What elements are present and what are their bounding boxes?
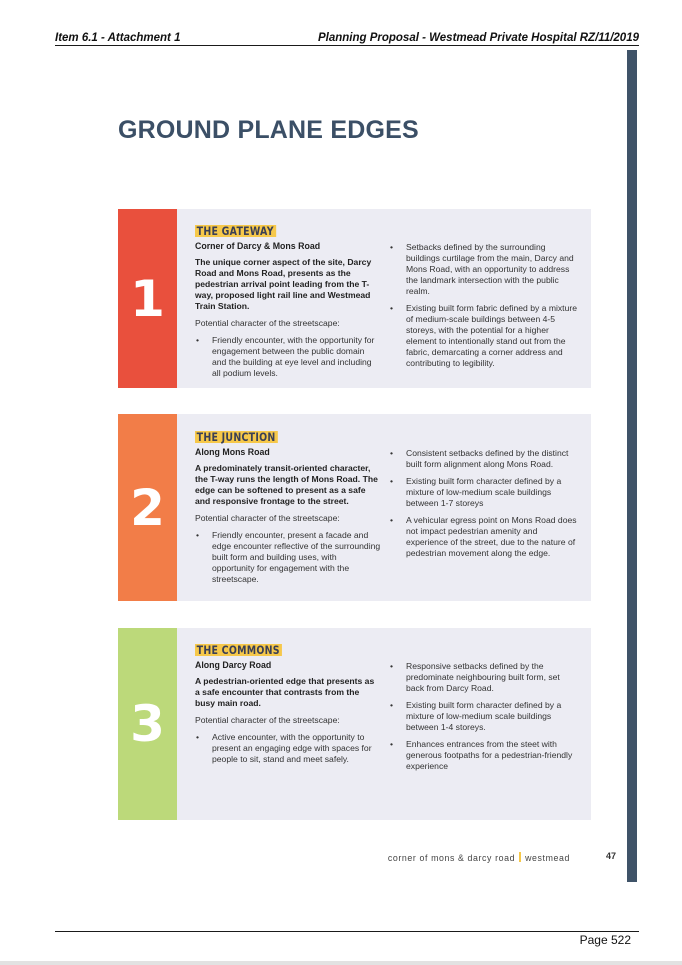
list-item: • Existing built form character defined by a mixture of low-medium scale buildings between 1-4 storeys.: [389, 700, 579, 733]
list-item: • Existing built form fabric defined by a mixture of medium-scale buildings between 4-5 storeys, with the potential for a higher element to intentionally stand out from the fabric, demarcating a corner address and contributing to legibility.: [389, 303, 579, 369]
document-page-number: 47: [606, 851, 617, 861]
card-potential-label: Potential character of the streetscape:: [195, 513, 340, 523]
page-label: Page 522: [579, 933, 631, 947]
card-left-column: [195, 225, 381, 379]
proposal-title: Planning Proposal - Westmead Private Hospital RZ/11/2019: [317, 32, 639, 44]
list-item: • Enhances entrances from the steet with generous footpaths for a pedestrian-friendly experience: [389, 739, 579, 772]
card-lead: A predominately transit-oriented character, the T-way runs the length of Mons Road. The edge can be softened to present as a safe and responsive frontage to the street.: [195, 463, 378, 506]
footer-suburb: westmead: [525, 853, 570, 863]
list-item: • Friendly encounter, present a facade and edge encounter reflective of the surrounding built form and building uses, with opportunity for engagement with the streetscape.: [195, 530, 381, 585]
card-right-column: [389, 661, 579, 772]
card-lead: The unique corner aspect of the site, Darcy Road and Mons Road, presents as the pedestrian arrival point leading from the T-way, proposed light rail line and Westmead Train Station.: [195, 257, 372, 311]
card-potential-label: Potential character of the streetscape:: [195, 318, 340, 328]
card-subtitle: Along Mons Road: [195, 447, 270, 457]
page-edge: [0, 961, 682, 965]
card-right-column: [389, 242, 579, 369]
card-number: 1: [118, 209, 177, 388]
list-item: • Existing built form character defined by a mixture of low-medium scale buildings between 1-7 storeys: [389, 476, 579, 509]
list-item: • Active encounter, with the opportunity to present an engaging edge with spaces for people to sit, stand and meet safely.: [195, 732, 381, 765]
card-tag: THE GATEWAY: [195, 225, 276, 237]
list-item: • Setbacks defined by the surrounding buildings curtilage from the main, Darcy and Mons Road, with an opportunity to address the landmark intersection with the public realm.: [389, 242, 579, 297]
page-title: GROUND PLANE EDGES: [118, 116, 419, 144]
card-subtitle: Corner of Darcy & Mons Road: [195, 241, 321, 251]
side-bar: [627, 50, 637, 882]
list-item: • Friendly encounter, with the opportunity for engagement between the public domain and the building at eye level and including all podium levels.: [195, 335, 381, 379]
attachment-label: Item 6.1 - Attachment 1: [55, 32, 181, 44]
card-number: 3: [118, 628, 177, 820]
card-left-column: [195, 431, 381, 585]
card-tag: THE COMMONS: [195, 644, 282, 656]
list-item: • Responsive setbacks defined by the predominate neighbouring built form, set back from Darcy Road.: [389, 661, 579, 694]
card-subtitle: Along Darcy Road: [195, 660, 272, 670]
document-footer: [388, 852, 570, 863]
card-potential-label: Potential character of the streetscape:: [195, 715, 340, 725]
card-tag: THE JUNCTION: [195, 431, 278, 443]
footer-location: corner of mons & darcy road: [387, 853, 516, 863]
edge-card-gateway: [118, 209, 591, 388]
list-item: • A vehicular egress point on Mons Road does not impact pedestrian amenity and experience of the street, due to the nature of pedestrian movement along the edge.: [389, 515, 579, 559]
card-right-column: [389, 448, 579, 559]
card-lead: A pedestrian-oriented edge that presents as a safe encounter that contrasts from the busy main road.: [195, 676, 375, 708]
card-left-column: [195, 644, 381, 765]
edge-card-junction: [118, 414, 591, 601]
edge-card-commons: [118, 628, 591, 820]
card-number: 2: [118, 414, 177, 601]
list-item: • Consistent setbacks defined by the distinct built form alignment along Mons Road.: [389, 448, 579, 470]
footer-rule: [55, 931, 639, 932]
document-header: [55, 32, 639, 46]
footer-divider: [519, 852, 521, 862]
